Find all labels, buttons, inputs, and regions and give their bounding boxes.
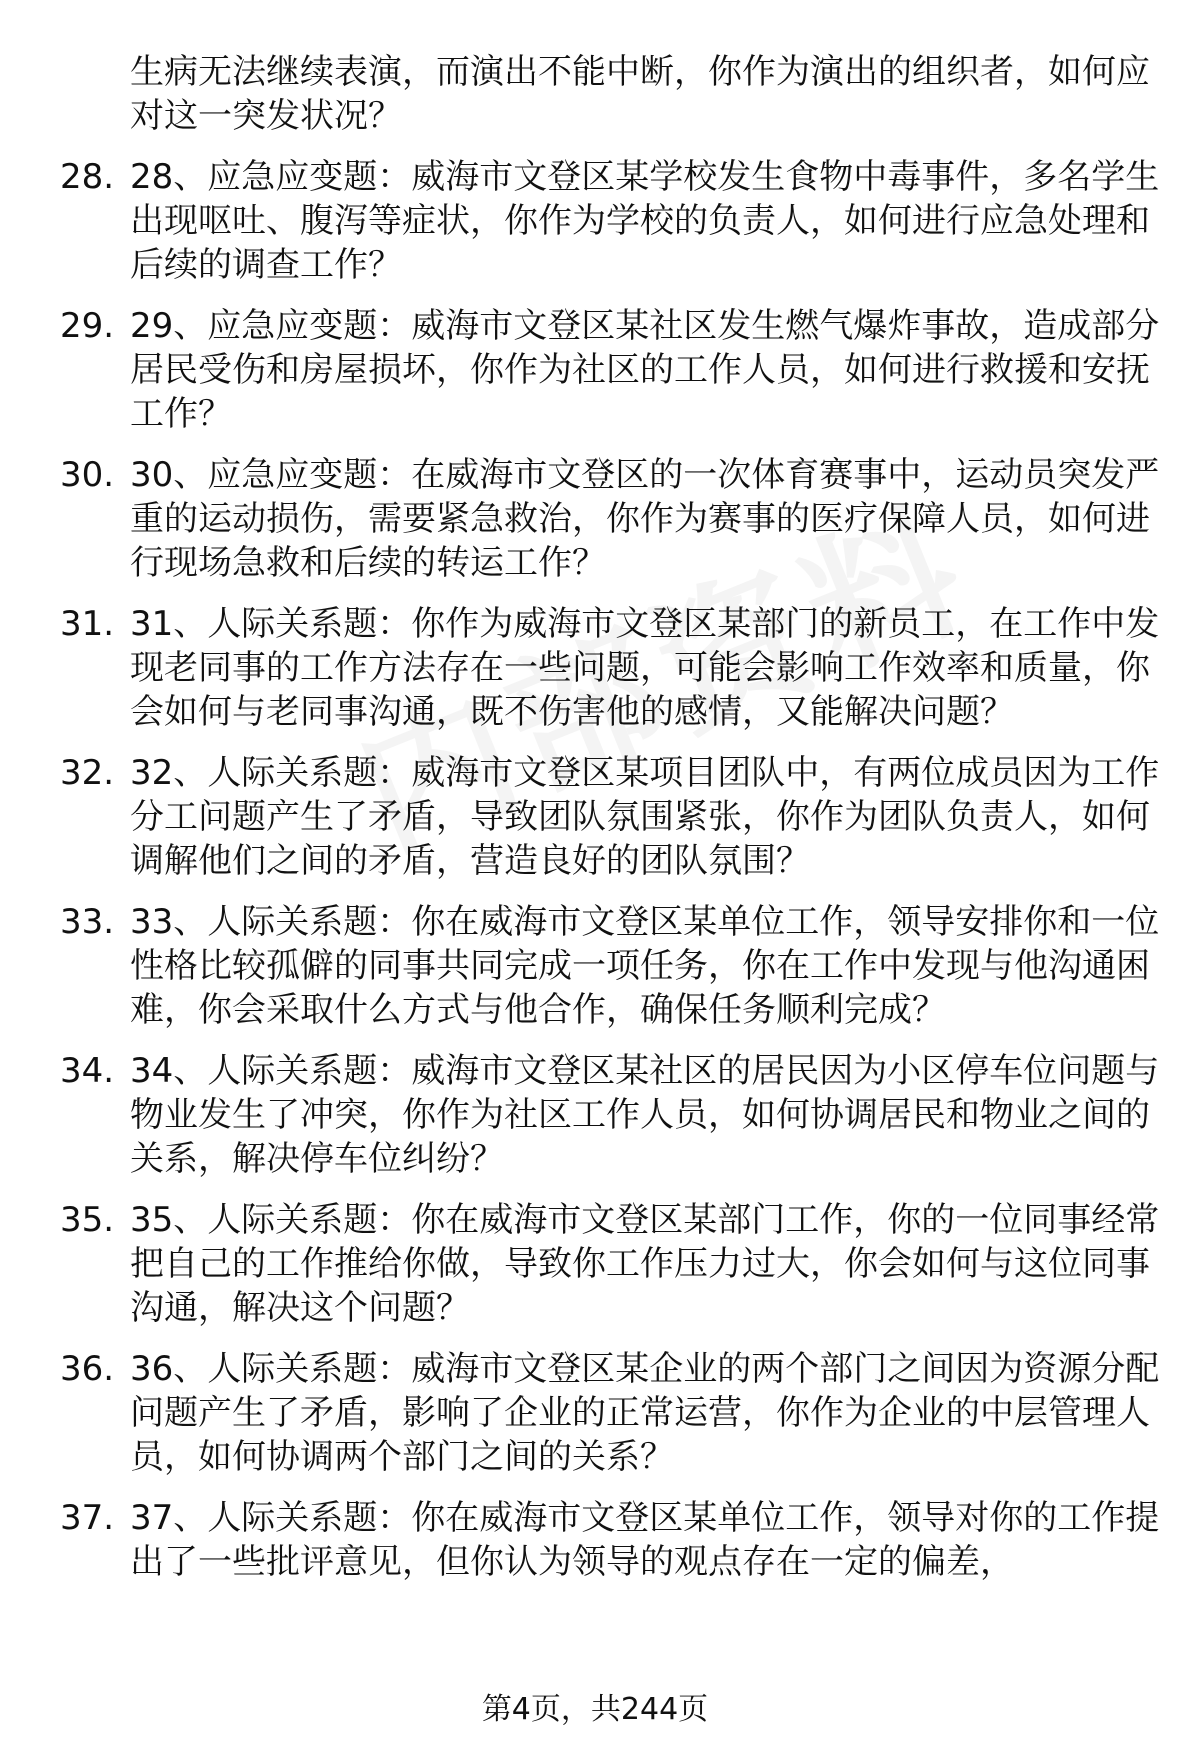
item-number: 35. bbox=[60, 1200, 115, 1240]
list-item bbox=[60, 900, 1160, 1032]
continued-question-text: 生病无法继续表演，而演出不能中断，你作为演出的组织者，如何应对这一突发状况？ bbox=[130, 52, 1150, 136]
item-number: 34. bbox=[60, 1051, 115, 1091]
item-number: 33. bbox=[60, 902, 115, 942]
list-item bbox=[60, 1049, 1160, 1181]
item-number: 32. bbox=[60, 753, 115, 793]
item-number: 29. bbox=[60, 306, 115, 346]
list-item bbox=[60, 1496, 1160, 1584]
item-text: 33、人际关系题：你在威海市文登区某单位工作，领导安排你和一位性格比较孤僻的同事共同完成一项任务，你在工作中发现与他沟通困难，你会采取什么方式与他合作，确保任务顺利完成？ bbox=[130, 902, 1160, 1030]
item-text: 28、应急应变题：威海市文登区某学校发生食物中毒事件，多名学生出现呕吐、腹泻等症状，你作为学校的负责人，如何进行应急处理和后续的调查工作？ bbox=[130, 157, 1160, 285]
item-number: 36. bbox=[60, 1349, 115, 1389]
item-text: 34、人际关系题：威海市文登区某社区的居民因为小区停车位问题与物业发生了冲突，你作为社区工作人员，如何协调居民和物业之间的关系，解决停车位纠纷？ bbox=[130, 1051, 1160, 1179]
item-text: 36、人际关系题：威海市文登区某企业的两个部门之间因为资源分配问题产生了矛盾，影响了企业的正常运营，你作为企业的中层管理人员，如何协调两个部门之间的关系？ bbox=[130, 1349, 1160, 1477]
item-number: 28. bbox=[60, 157, 115, 197]
list-item bbox=[60, 1198, 1160, 1330]
item-text: 29、应急应变题：威海市文登区某社区发生燃气爆炸事故，造成部分居民受伤和房屋损坏，你作为社区的工作人员，如何进行救援和安抚工作？ bbox=[130, 306, 1160, 434]
item-text: 37、人际关系题：你在威海市文登区某单位工作，领导对你的工作提出了一些批评意见，但你认为领导的观点存在一定的偏差， bbox=[130, 1498, 1160, 1582]
list-item bbox=[60, 155, 1160, 287]
list-item bbox=[60, 751, 1160, 883]
item-number: 31. bbox=[60, 604, 115, 644]
item-text: 32、人际关系题：威海市文登区某项目团队中，有两位成员因为工作分工问题产生了矛盾，导致团队氛围紧张，你作为团队负责人，如何调解他们之间的矛盾，营造良好的团队氛围？ bbox=[130, 753, 1160, 881]
list-item bbox=[60, 1347, 1160, 1479]
list-item bbox=[60, 453, 1160, 585]
question-list bbox=[60, 50, 1160, 1584]
page-footer: 第4页，共244页 bbox=[481, 1692, 709, 1727]
list-item bbox=[60, 304, 1160, 436]
list-item bbox=[60, 602, 1160, 734]
item-number: 30. bbox=[60, 455, 115, 495]
item-text: 30、应急应变题：在威海市文登区的一次体育赛事中，运动员突发严重的运动损伤，需要紧急救治，你作为赛事的医疗保障人员，如何进行现场急救和后续的转运工作？ bbox=[130, 455, 1160, 583]
item-text: 31、人际关系题：你作为威海市文登区某部门的新员工，在工作中发现老同事的工作方法存在一些问题，可能会影响工作效率和质量，你会如何与老同事沟通，既不伤害他的感情，又能解决问题？ bbox=[130, 604, 1160, 732]
item-number: 37. bbox=[60, 1498, 115, 1538]
item-text: 35、人际关系题：你在威海市文登区某部门工作，你的一位同事经常把自己的工作推给你做，导致你工作压力过大，你会如何与这位同事沟通，解决这个问题？ bbox=[130, 1200, 1160, 1328]
